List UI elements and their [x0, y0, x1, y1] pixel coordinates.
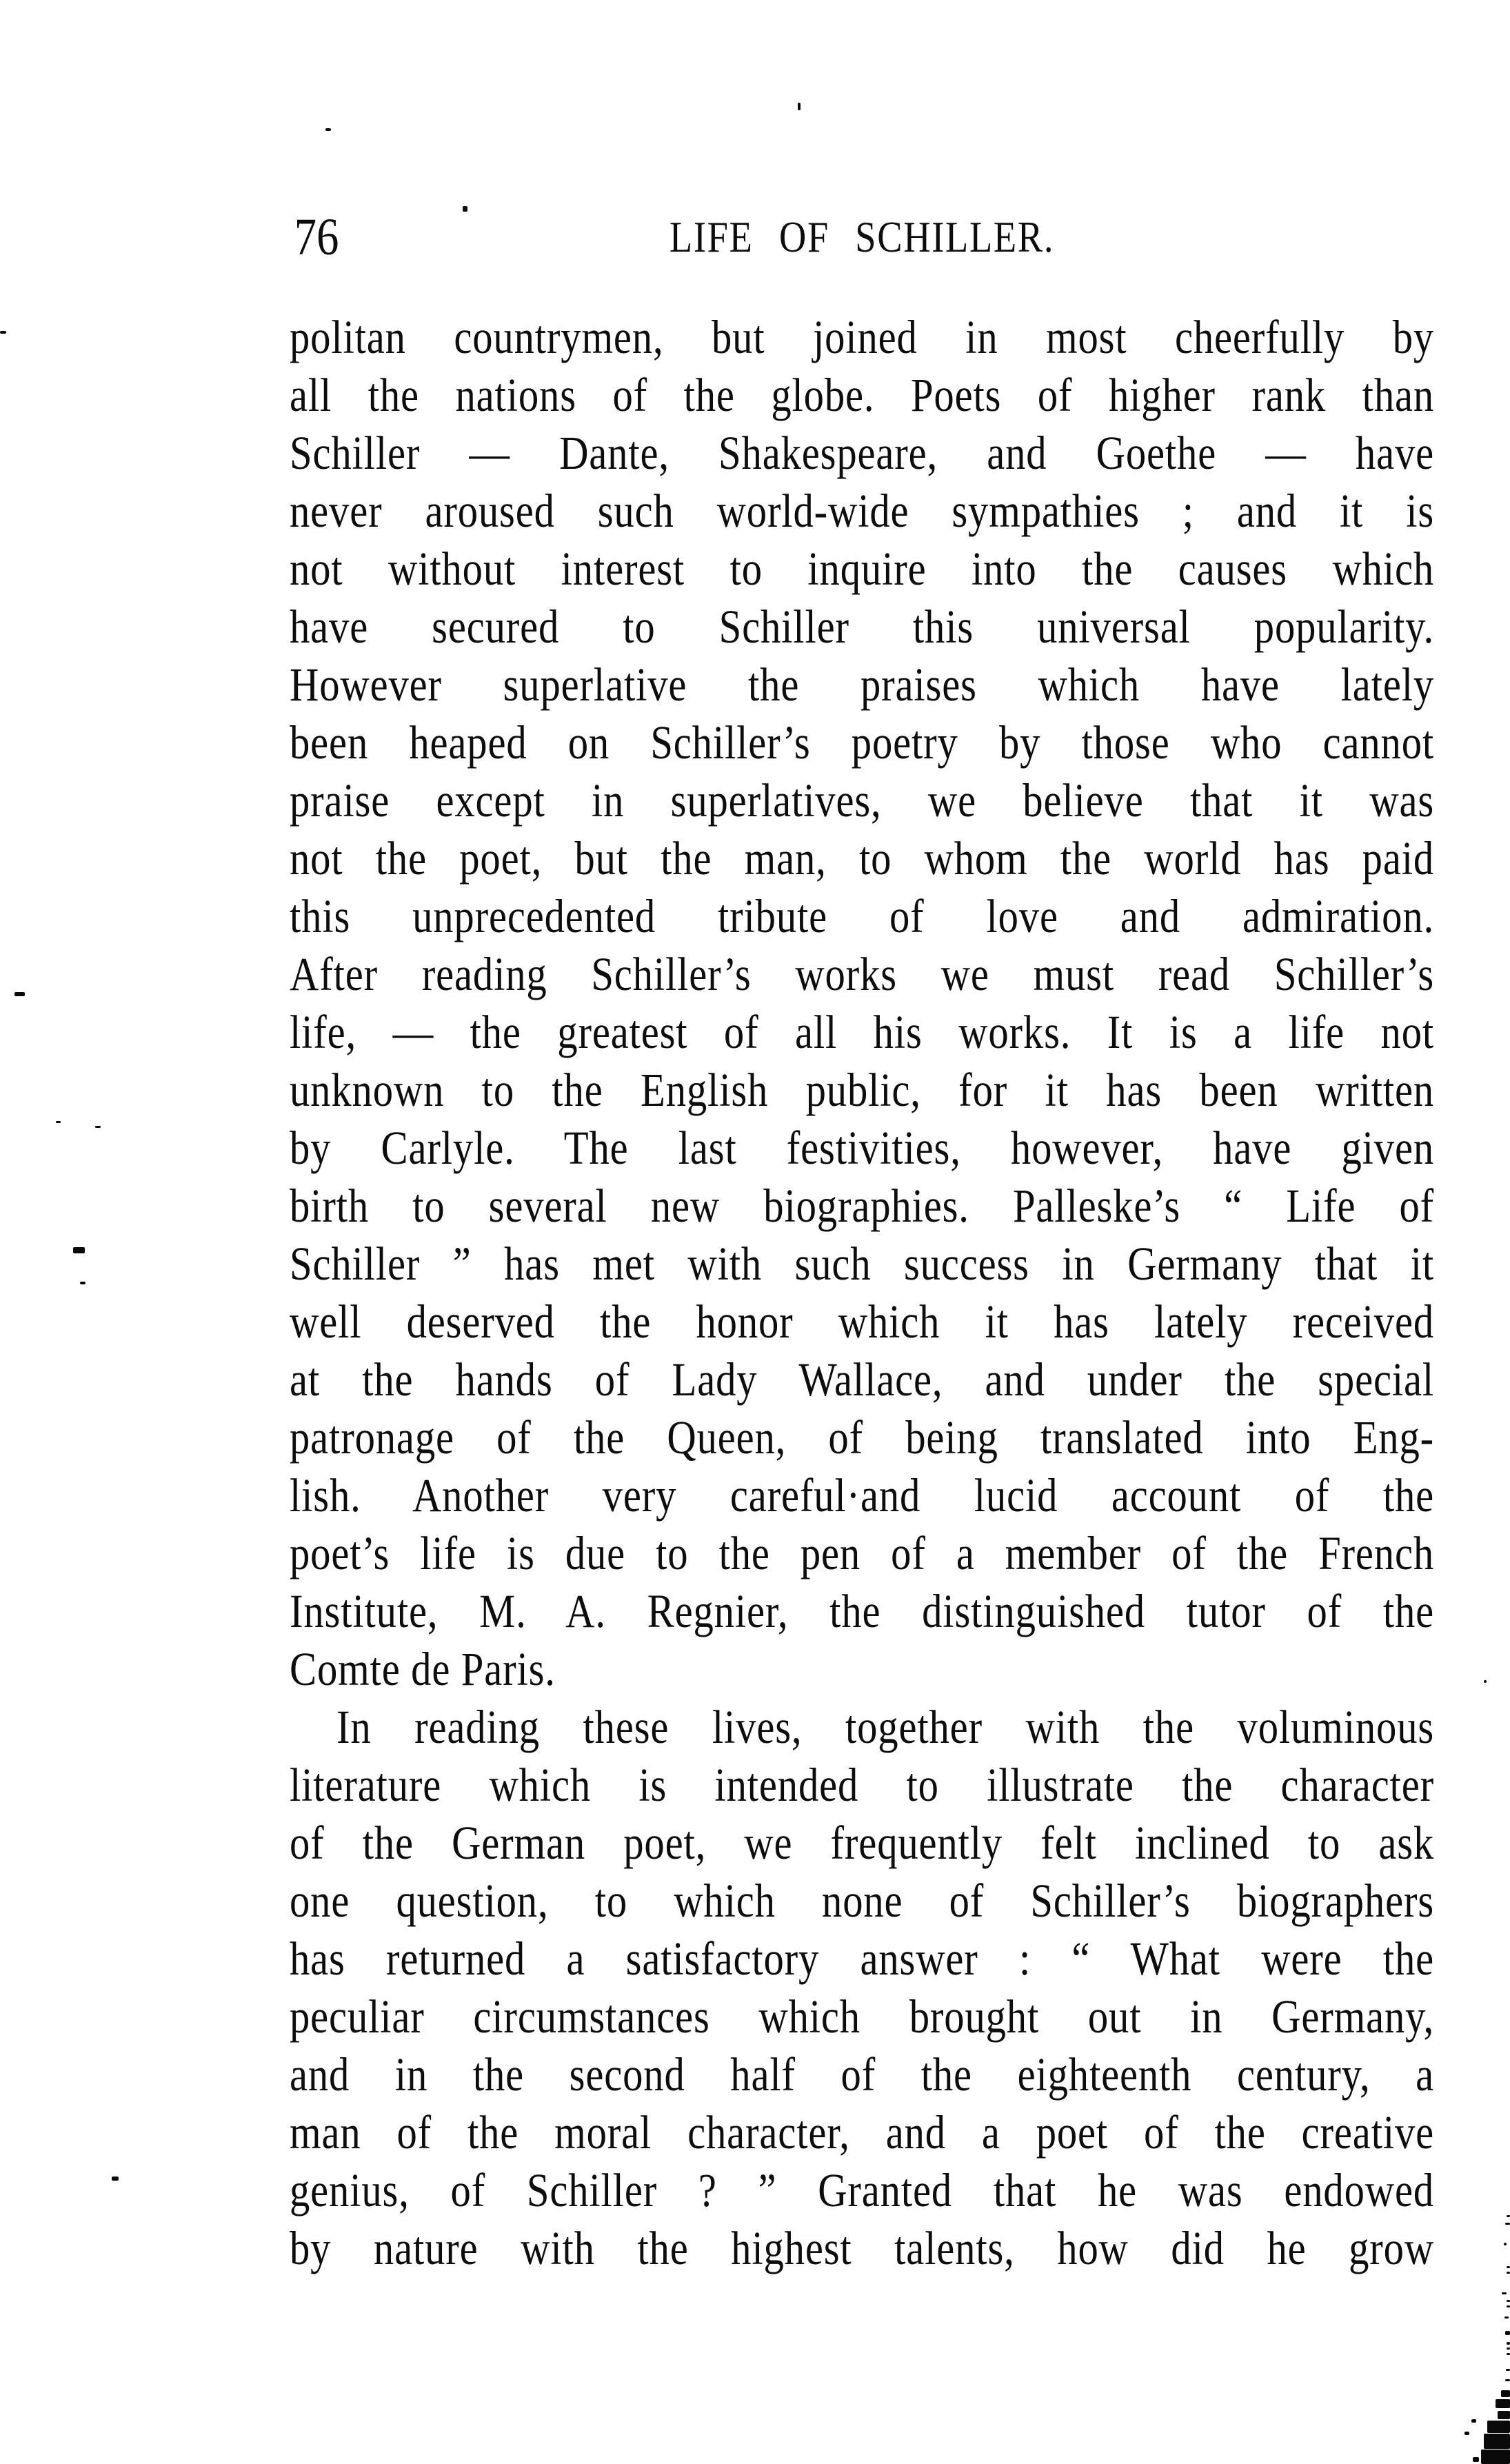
scan-speck — [1507, 2272, 1510, 2274]
scan-speck — [1501, 2390, 1510, 2397]
text-line: has returned a satisfactory answer : “ What were the — [290, 1932, 1435, 1985]
text-line: been heaped on Schiller’s poetry by those who cannot — [290, 716, 1435, 769]
text-line: and in the second half of the eighteenth century, a — [290, 2048, 1435, 2101]
scan-speck — [1481, 2450, 1510, 2464]
text-line: not the poet, but the man, to whom the world has paid — [290, 832, 1435, 885]
scan-speck — [1502, 2292, 1507, 2294]
scan-speck — [1504, 2316, 1509, 2319]
text-block — [290, 308, 1434, 2277]
text-line: politan countrymen, but joined in most cheerfully by — [290, 311, 1435, 363]
text-line: well deserved the honor which it has lately received — [290, 1295, 1435, 1348]
scan-speck — [1505, 2223, 1510, 2225]
text-line: by nature with the highest talents, how did he grow — [290, 2222, 1435, 2274]
scan-speck — [1504, 2243, 1507, 2245]
scan-speck — [73, 1247, 85, 1253]
scan-speck — [325, 128, 331, 131]
text-line: lish. Another very careful·and lucid account of the — [290, 1469, 1435, 1522]
text-line: this unprecedented tribute of love and admiration. — [290, 890, 1435, 942]
scan-speck — [0, 331, 6, 334]
scan-speck — [56, 1121, 61, 1123]
text-line: patronage of the Queen, of being translated into Eng- — [290, 1411, 1435, 1464]
text-line: by Carlyle. The last festivities, however, have given — [290, 1122, 1435, 1174]
text-line: praise except in superlatives, we believe that it was — [290, 774, 1435, 827]
text-line: have secured to Schiller this universal popularity. — [290, 600, 1435, 653]
text-line: poet’s life is due to the pen of a member of the French — [290, 1527, 1435, 1579]
text-line: life, — the greatest of all his works. It is a life not — [290, 1006, 1435, 1058]
scan-speck — [1496, 2399, 1510, 2408]
scan-speck — [1498, 2411, 1510, 2419]
text-line: In reading these lives, together with the voluminous — [336, 1701, 1435, 1753]
text-line: Schiller — Dante, Shakespeare, and Goethe — have — [290, 427, 1435, 479]
scan-speck — [1507, 2215, 1510, 2217]
page-header — [290, 207, 1434, 270]
scan-speck — [80, 1282, 85, 1284]
text-line: birth to several new biographies. Palleske’s “ Life of — [290, 1180, 1435, 1232]
text-line: Schiller ” has met with such success in Germany that it — [290, 1238, 1435, 1290]
scan-speck — [95, 1126, 101, 1128]
text-line: Institute, M. A. Regnier, the distinguished tutor of the — [290, 1585, 1435, 1637]
scan-speck — [1507, 2342, 1510, 2345]
text-line: Comte de Paris. — [290, 1643, 556, 1695]
page-number: 76 — [294, 208, 339, 266]
text-line: man of the moral character, and a poet of the creative — [290, 2106, 1435, 2159]
running-head: LIFE OF SCHILLER. — [669, 212, 1055, 261]
scan-speck — [1507, 2305, 1510, 2308]
scan-speck — [798, 103, 801, 110]
scan-speck — [1484, 2434, 1510, 2449]
scan-speck — [14, 992, 25, 996]
text-line: genius, of Schiller ? ” Granted that he was endowed — [290, 2164, 1435, 2216]
scan-speck — [1506, 2369, 1510, 2371]
scan-speck — [1484, 1680, 1487, 1683]
text-line: literature which is intended to illustrate the character — [290, 1759, 1435, 1811]
scan-speck — [1507, 2353, 1510, 2355]
text-line: at the hands of Lady Wallace, and under the special — [290, 1353, 1435, 1406]
scan-speck — [1473, 2457, 1479, 2462]
text-line: never aroused such world-wide sympathies ; and it is — [290, 485, 1435, 537]
text-line: unknown to the English public, for it has been written — [290, 1064, 1435, 1116]
scan-speck — [1505, 2331, 1510, 2335]
scan-speck — [1505, 2379, 1510, 2381]
scan-speck — [1507, 2266, 1510, 2268]
text-line: However superlative the praises which have lately — [290, 658, 1435, 711]
scan-speck — [1507, 2347, 1510, 2350]
scan-speck — [1464, 2432, 1469, 2435]
text-line: all the nations of the globe. Poets of higher rank than — [290, 369, 1435, 421]
text-line: one question, to which none of Schiller’s biographers — [290, 1875, 1435, 1927]
scan-speck — [112, 2177, 119, 2181]
scan-speck — [1507, 2300, 1510, 2302]
text-line: not without interest to inquire into the causes which — [290, 543, 1435, 595]
text-line: of the German poet, we frequently felt inclined to ask — [290, 1817, 1435, 1869]
text-line: peculiar circumstances which brought out in Germany, — [290, 1990, 1435, 2043]
scan-speck — [1471, 2419, 1476, 2423]
scan-speck — [1487, 2421, 1510, 2433]
text-line: After reading Schiller’s works we must read Schiller’s — [290, 948, 1435, 1000]
